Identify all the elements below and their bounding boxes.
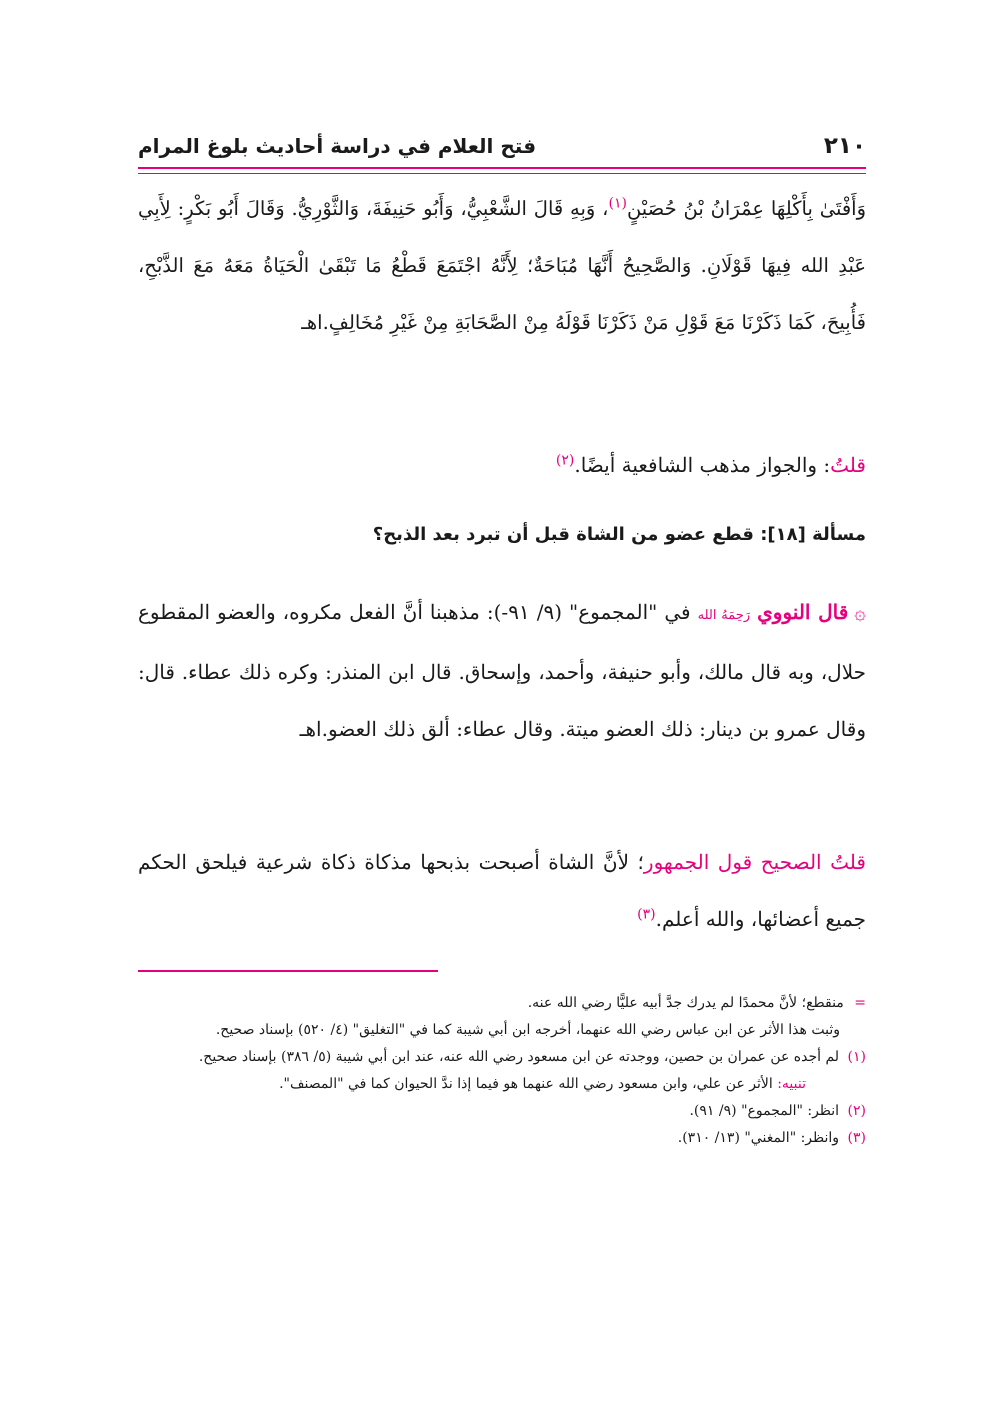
honorific: رَحِمَهُ الله [697,608,751,623]
book-title: فتح العلام في دراسة أحاديث بلوغ المرام [138,134,537,158]
footnote-ref-1[interactable]: (١) [608,195,627,212]
footnote-1-number: (١) [847,1049,866,1065]
quote-paragraph [138,180,866,351]
quote-text-part1: وَأَفْتَىٰ بِأَكْلِهَا عِمْرَانُ بْنُ حُصَيْنٍ [626,197,867,220]
running-header [138,126,866,166]
footnote-continuation [138,990,866,1017]
question-text: قطع عضو من الشاة قبل أن تبرد بعد الذبح؟ [372,524,754,545]
footnotes [138,990,866,1152]
footnote-ref-3[interactable]: (٣) [637,906,656,923]
qult-label: قلتُ [830,453,866,477]
scholar-name: قال النووي [757,600,849,624]
footnote-3-text: وانظر: "المغني" (١٣/ ٣١٠). [677,1130,840,1146]
continuation-mark: = [854,995,866,1011]
footnote-ref-2[interactable]: (٢) [555,452,575,469]
book-page [138,0,866,1418]
qult2-text: ؛ لأنَّ الشاة أصبحت بذبحها مذكاة ذكاة شرعية فيلحق الحكم جميع أعضائها، والله أعلم. [138,850,866,931]
tanbih-text: الأثر عن علي، وابن مسعود رضي الله عنهما هو فيما إذا ندَّ الحيوان كما في "المصنف". [279,1076,773,1092]
footnote-1 [138,1044,866,1071]
qult2-highlight: الصحيح قول الجمهور [643,850,822,874]
page-number: ٢١٠ [823,133,866,159]
tanbih-label: تنبيه: [777,1076,806,1092]
ornament-star-icon: ۞ [854,600,867,624]
header-rule-thin [138,173,866,174]
header-rule [138,167,866,169]
quote-text-part2: ، وَبِهِ قَالَ الشَّعْبِيُّ، وَأَبُو حَنِيفَةَ، وَالثَّوْرِيُّ. وَقَالَ أَبُو بَكْرٍ: لِأَبِي عَبْدِ الله فِيهَا قَوْلَانِ. وَالصَّحِيحُ أَنَّهَا مُبَاحَةٌ؛ لِأَنَّهُ اجْتَمَعَ قَطْعُ مَا تَبْقَىٰ الْحَيَاةُ مَعَهُ مَعَ الذَّبْحِ، فَأُبِيحَ، كَمَا ذَكَرْنَا مَعَ قَوْلِ مَنْ ذَكَرْنَا قَوْلَهُ مِنْ الصَّحَابَةِ مِنْ غَيْرِ مُخَالِفٍ.اهـ [138,197,866,334]
nawawi-text: في "المجموع" (٩/ ٩١-): مذهبنا أنَّ الفعل مكروه، والعضو المقطوع حلال، وبه قال مالك، وأبو حنيفة، وأحمد، وإسحاق. قال ابن المنذر: وكره ذلك عطاء. قال: وقال عمرو بن دينار: ذلك العضو ميتة. وقال عطاء: ألق ذلك العضو.اهـ [138,600,866,741]
qult-text: : والجواز مذهب الشافعية أيضًا. [574,453,831,477]
qult-paragraph-1 [138,437,866,494]
footnote-3 [138,1125,866,1152]
nawawi-paragraph [138,584,866,758]
footnote-1-text: لم أجده عن عمران بن حصين، ووجدته عن ابن مسعود رضي الله عنه، عند ابن أبي شيبة (٥/ ٣٨٦) بإسناد صحيح. [198,1049,840,1065]
question-number: مسألة [١٨]: [760,524,866,545]
qult2-label: قلتُ [830,850,866,874]
continuation-line-1: منقطع؛ لأنَّ محمدًا لم يدرك جدَّ أبيه عليًّا رضي الله عنه. [527,995,844,1011]
footnote-3-number: (٣) [847,1130,866,1146]
footnote-tanbih [138,1071,866,1098]
question-heading [138,524,866,545]
footnote-2 [138,1098,866,1125]
continuation-line-2: وثبت هذا الأثر عن ابن عباس رضي الله عنهما، أخرجه ابن أبي شيبة كما في "التغليق" (٤/ ٥٢٠) بإسناد صحيح. [215,1022,840,1038]
qult-paragraph-2 [138,834,866,948]
footnote-separator [138,970,438,972]
footnote-2-text: انظر: "المجموع" (٩/ ٩١). [689,1103,840,1119]
footnote-2-number: (٢) [847,1103,866,1119]
